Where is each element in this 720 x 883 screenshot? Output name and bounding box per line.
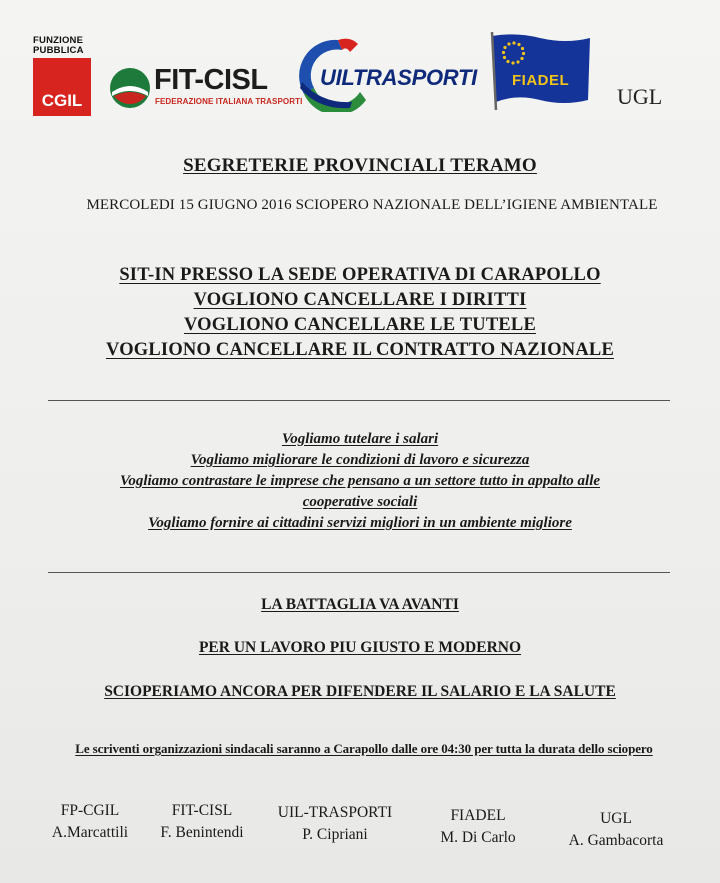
sit-in-line: VOGLIONO CANCELLARE I DIRITTI (193, 290, 527, 310)
slogan-text: LA BATTAGLIA VA AVANTI (261, 596, 459, 613)
cgil-box-text: CGIL (41, 91, 83, 110)
signature-person: M. Di Carlo (440, 829, 516, 846)
strike-date-line: MERCOLEDI 15 GIUGNO 2016 SCIOPERO NAZIONALE DELL’IGIENE AMBIENTALE (86, 197, 658, 213)
signature-person: A.Marcattili (51, 824, 129, 841)
ugl-logo-text: UGL (617, 84, 663, 109)
cgil-logo-top-text (33, 36, 93, 56)
fit-cisl-emblem-icon (108, 66, 152, 110)
cgil-logo (33, 36, 93, 116)
sit-in-line: VOGLIONO CANCELLARE IL CONTRATTO NAZIONALE (106, 340, 614, 360)
slogan-1 (0, 596, 720, 614)
signature-fit-cisl (152, 800, 252, 844)
union-logos (0, 30, 720, 120)
fiadel-flag-icon (488, 30, 594, 112)
signature-org: FP-CGIL (60, 802, 120, 819)
fiadel-name: FIADEL (512, 72, 570, 89)
sit-in-line: VOGLIONO CANCELLARE LE TUTELE (183, 315, 537, 335)
cgil-top-line-2: PUBBLICA (33, 45, 84, 56)
signature-org: UIL-TRASPORTI (277, 804, 393, 821)
signature-org: FIADEL (450, 807, 506, 824)
goal-line: cooperative sociali (302, 494, 418, 510)
fit-cisl-name: FIT-CISL (154, 64, 268, 96)
signature-fiadel (423, 805, 533, 849)
signature-ugl (556, 808, 676, 852)
slogan-text: PER UN LAVORO PIU GIUSTO E MODERNO (198, 639, 522, 656)
uiltrasporti-name: UILTRASPORTI (320, 65, 477, 90)
signature-org: FIT-CISL (171, 802, 233, 819)
uiltrasporti-logo (292, 32, 482, 114)
signatures (0, 800, 720, 860)
signature-person: P. Cipriani (302, 826, 368, 843)
signature-person: F. Benintendi (160, 824, 244, 841)
goal-line: Vogliamo fornire ai cittadini servizi migliori in un ambiente migliore (148, 515, 572, 531)
goals-block (0, 429, 720, 534)
signature-person: A. Gambacorta (568, 832, 664, 849)
cgil-red-box (33, 58, 91, 116)
page-title-text: SEGRETERIE PROVINCIALI TERAMO (183, 155, 537, 176)
goal-line: Vogliamo tutelare i salari (281, 431, 439, 447)
presence-notice (4, 741, 720, 757)
fit-cisl-logo (108, 60, 303, 115)
signature-org: UGL (600, 810, 632, 827)
presence-notice-text: Le scriventi organizzazioni sindacali saranno a Carapollo dalle ore 04:30 per tutta la durata dello sciopero (75, 741, 653, 756)
sit-in-block (0, 263, 720, 363)
slogan-2 (0, 639, 720, 657)
slogan-3 (0, 683, 720, 701)
divider-line (48, 572, 670, 573)
divider-line (48, 400, 670, 401)
slogan-text: SCIOPERIAMO ANCORA PER DIFENDERE IL SALARIO E LA SALUTE (104, 683, 616, 700)
page-title (0, 155, 720, 177)
goal-line: Vogliamo migliorare le condizioni di lavoro e sicurezza (190, 452, 530, 468)
sit-in-line: SIT-IN PRESSO LA SEDE OPERATIVA DI CARAPOLLO (119, 265, 601, 285)
cgil-top-line-1: FUNZIONE (33, 35, 84, 46)
fiadel-logo (488, 30, 594, 112)
signature-fp-cgil (40, 800, 140, 844)
fit-cisl-subtitle: FEDERAZIONE ITALIANA TRASPORTI (155, 97, 303, 106)
signature-uil-trasporti (270, 802, 400, 846)
goal-line: Vogliamo contrastare le imprese che pensano a un settore tutto in appalto alle (119, 473, 601, 489)
